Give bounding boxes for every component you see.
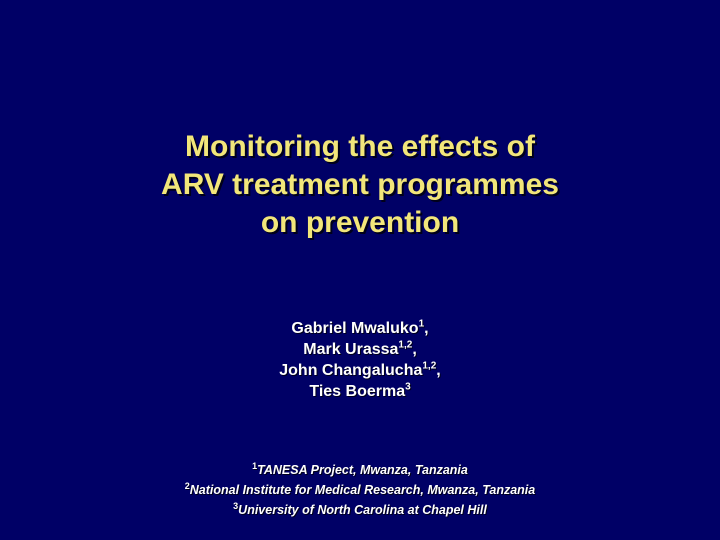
author-entry	[180, 318, 540, 339]
author-separator: ,	[436, 362, 441, 379]
affiliation-entry	[0, 480, 720, 500]
author-name: Ties Boerma	[309, 383, 406, 400]
affiliation-list	[0, 460, 720, 520]
author-entry	[180, 339, 540, 360]
affiliation-marker: 3	[233, 500, 239, 511]
author-affiliation-marker: 1	[418, 318, 425, 330]
author-affiliation-marker: 1,2	[398, 339, 413, 351]
affiliation-marker: 2	[184, 480, 190, 491]
author-separator: ,	[412, 341, 417, 358]
author-entry	[180, 381, 540, 402]
affiliation-text: TANESA Project, Mwanza, Tanzania	[257, 463, 468, 477]
title-line: on prevention	[260, 206, 460, 239]
author-entry	[180, 360, 540, 381]
affiliation-marker: 1	[252, 460, 258, 471]
slide-title	[0, 128, 720, 242]
author-affiliation-marker: 3	[405, 381, 411, 393]
affiliation-text: National Institute for Medical Research, Mwanza, Tanzania	[189, 483, 536, 497]
title-line: ARV treatment programmes	[161, 168, 559, 201]
author-separator: ,	[424, 320, 429, 337]
author-name: Gabriel Mwaluko	[291, 320, 419, 337]
author-affiliation-marker: 1,2	[422, 360, 437, 372]
author-list	[180, 318, 540, 402]
author-name: Mark Urassa	[303, 341, 399, 358]
affiliation-entry	[0, 460, 720, 480]
affiliation-text: University of North Carolina at Chapel Hill	[238, 503, 487, 517]
affiliation-entry	[0, 500, 720, 520]
title-line: Monitoring the effects of	[185, 130, 535, 163]
author-name: John Changalucha	[279, 362, 423, 379]
